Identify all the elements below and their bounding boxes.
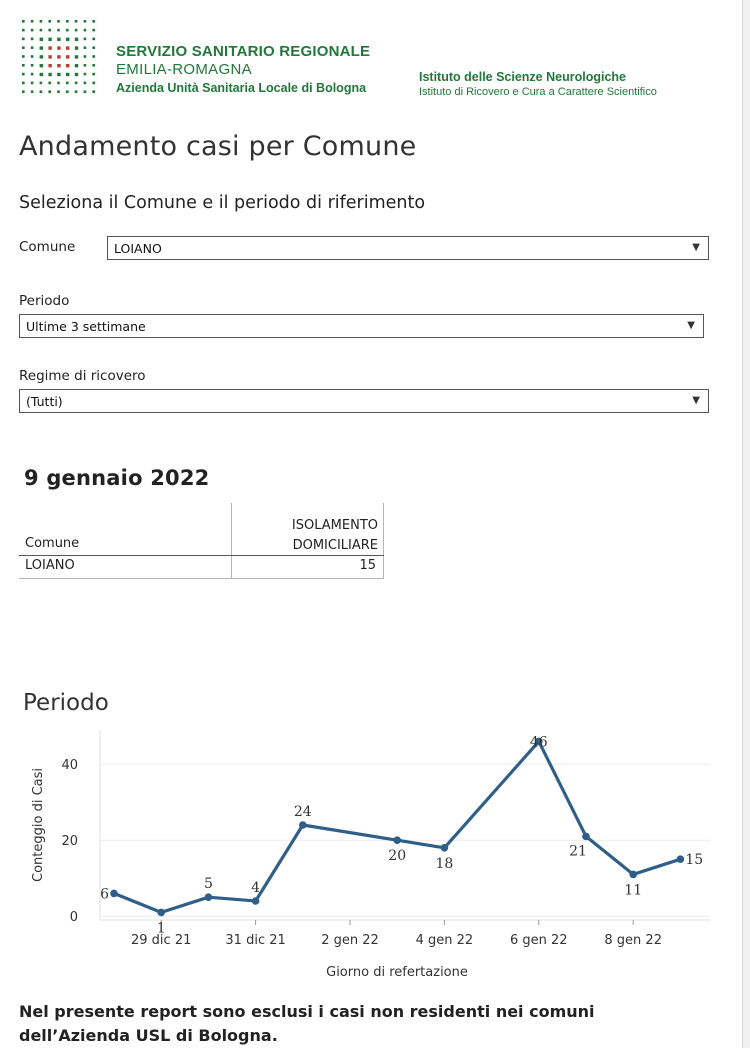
logo-dot [57,29,60,32]
logo-dot [84,73,87,76]
page-title: Andamento casi per Comune [19,131,417,162]
logo-dot [48,90,51,93]
logo-dot [31,90,34,93]
logo-dot [22,82,25,85]
data-point [393,836,401,844]
institute-line-2: Istituto di Ricovero e Cura a Carattere Scientifico [419,86,657,98]
data-label: 46 [529,734,548,751]
data-label: 11 [624,882,643,899]
logo-dot [66,73,69,76]
logo-dot [40,55,43,58]
periodo-select[interactable] [19,314,704,338]
table-cell-isolamento: 15 [359,558,376,573]
summary-table [19,503,384,579]
table-divider [383,503,384,579]
data-point [110,890,118,898]
series-line [114,741,680,912]
data-point [677,855,685,863]
chevron-down-icon[interactable]: ▼ [687,320,695,331]
logo-dot [84,64,87,67]
comune-label: Comune [19,239,76,255]
logo-dot [40,29,43,32]
table-cell-comune: LOIANO [25,558,75,573]
logo-dot [31,46,34,49]
data-point [299,821,307,829]
data-point [582,833,590,841]
data-label: 20 [388,848,407,865]
logo-dot [75,55,78,58]
logo-dot [75,82,78,85]
table-divider [231,503,232,579]
logo-dot [84,29,87,32]
window-edge [742,0,750,1048]
logo-dot [31,64,34,67]
logo-dot [22,20,25,23]
logo-dot [22,55,25,58]
table-divider [19,578,384,579]
y-tick-label: 0 [69,910,78,926]
logo-dot [22,38,25,41]
logo-dot [57,64,60,67]
data-label: 18 [435,855,454,872]
footnote [19,1000,595,1048]
data-point [252,897,260,905]
org-line-2: EMILIA-ROMAGNA [116,61,252,78]
logo-dot [75,29,78,32]
periodo-label: Periodo [19,293,70,309]
logo-dot [66,29,69,32]
org-line-3: Azienda Unità Sanitaria Locale di Bologna [116,81,367,95]
logo-dot [92,20,95,23]
y-tick-label: 20 [61,834,78,850]
x-tick-label: 29 dic 21 [131,933,192,948]
x-tick-label: 6 gen 22 [510,933,568,948]
regime-select-value: (Tutti) [26,394,63,409]
logo-dot [66,64,69,67]
logo-dot [48,82,51,85]
logo-dot [84,82,87,85]
logo-dot [40,90,43,93]
logo-dot [57,55,60,58]
logo-dot [48,55,51,58]
logo-dot [22,64,25,67]
logo-dot [48,29,51,32]
logo-dot [92,73,95,76]
x-tick-label: 4 gen 22 [415,933,474,948]
data-label: 6 [100,886,109,903]
data-label: 5 [203,876,213,893]
logo-dot [57,90,60,93]
logo-dot [22,46,25,49]
table-header-isolamento-line2: DOMICILIARE [292,538,378,553]
org-line-1: SERVIZIO SANITARIO REGIONALE [116,43,371,60]
logo-dot [31,55,34,58]
chevron-down-icon[interactable]: ▼ [692,395,700,406]
table-header-isolamento [292,516,378,556]
x-tick-label: 8 gen 22 [604,933,662,948]
ssr-logo-icon [20,18,100,100]
data-label: 4 [251,880,261,896]
logo-dot [48,20,51,23]
data-label: 24 [293,804,312,820]
logo-dot [40,38,43,41]
institute-line-1: Istituto delle Scienze Neurologiche [419,70,626,84]
logo-dot [66,38,69,41]
logo-dot [92,29,95,32]
data-point [157,909,165,917]
chevron-down-icon[interactable]: ▼ [692,242,700,253]
logo-dot [92,64,95,67]
logo-dot [31,82,34,85]
logo-dot [22,90,25,93]
y-axis-title: Conteggio di Casi [31,768,46,882]
logo-dot [57,20,60,23]
logo-dot [92,90,95,93]
logo-dot [22,73,25,76]
logo-dot [84,46,87,49]
x-tick-label: 31 dic 21 [225,933,286,948]
chart-title: Periodo [23,690,109,716]
data-label: 21 [569,843,587,860]
logo-dot [66,55,69,58]
logo-dot [75,20,78,23]
logo-dot [84,90,87,93]
logo-dot [75,90,78,93]
logo-dot [48,73,51,76]
logo-dot [75,38,78,41]
logo-dot [57,38,60,41]
logo-dot [31,38,34,41]
logo-dot [40,73,43,76]
logo-dot [48,46,51,49]
logo-dot [22,29,25,32]
logo-dot [92,38,95,41]
y-tick-label: 40 [61,758,78,774]
logo-dot [66,90,69,93]
regime-label: Regime di ricovero [19,368,146,384]
comune-select[interactable] [107,236,709,260]
logo-dot [66,82,69,85]
org-name-block [116,43,370,97]
logo-dot [84,38,87,41]
logo-dot [48,64,51,67]
x-axis-title: Giorno di refertazione [326,965,468,980]
logo-dot [66,46,69,49]
logo-dot [40,82,43,85]
logo-dot [92,82,95,85]
data-label: 1 [156,920,166,937]
institute-name-block [419,70,657,100]
logo-dot [92,55,95,58]
logo-dot [66,20,69,23]
regime-select[interactable] [19,389,709,413]
logo-dot [75,73,78,76]
data-label: 15 [685,852,704,869]
filter-section-label: Seleziona il Comune e il periodo di riferimento [19,193,426,213]
logo-dot [48,38,51,41]
comune-select-value: LOIANO [114,241,162,256]
footnote-line-2: dell’Azienda USL di Bologna. [19,1026,278,1045]
table-header-comune: Comune [25,536,80,551]
logo-dot [57,46,60,49]
logo-dot [40,20,43,23]
logo-dot [40,64,43,67]
logo-dot [31,20,34,23]
data-point [629,871,637,879]
logo-dot [84,20,87,23]
table-header-isolamento-line1: ISOLAMENTO [291,518,378,533]
footnote-line-1: Nel presente report sono esclusi i casi non residenti nei comuni [19,1002,595,1021]
logo-dot [75,46,78,49]
logo-dot [57,82,60,85]
logo-dot [75,64,78,67]
logo-dot [92,46,95,49]
summary-date: 9 gennaio 2022 [24,466,210,490]
line-chart [0,720,740,990]
data-point [441,844,449,852]
logo-dot [84,55,87,58]
logo-dot [31,73,34,76]
logo-dot [31,29,34,32]
data-point [205,893,213,901]
x-tick-label: 2 gen 22 [321,933,379,948]
logo-dot [40,46,43,49]
periodo-select-value: Ultime 3 settimane [26,319,146,334]
logo-dot [57,73,60,76]
